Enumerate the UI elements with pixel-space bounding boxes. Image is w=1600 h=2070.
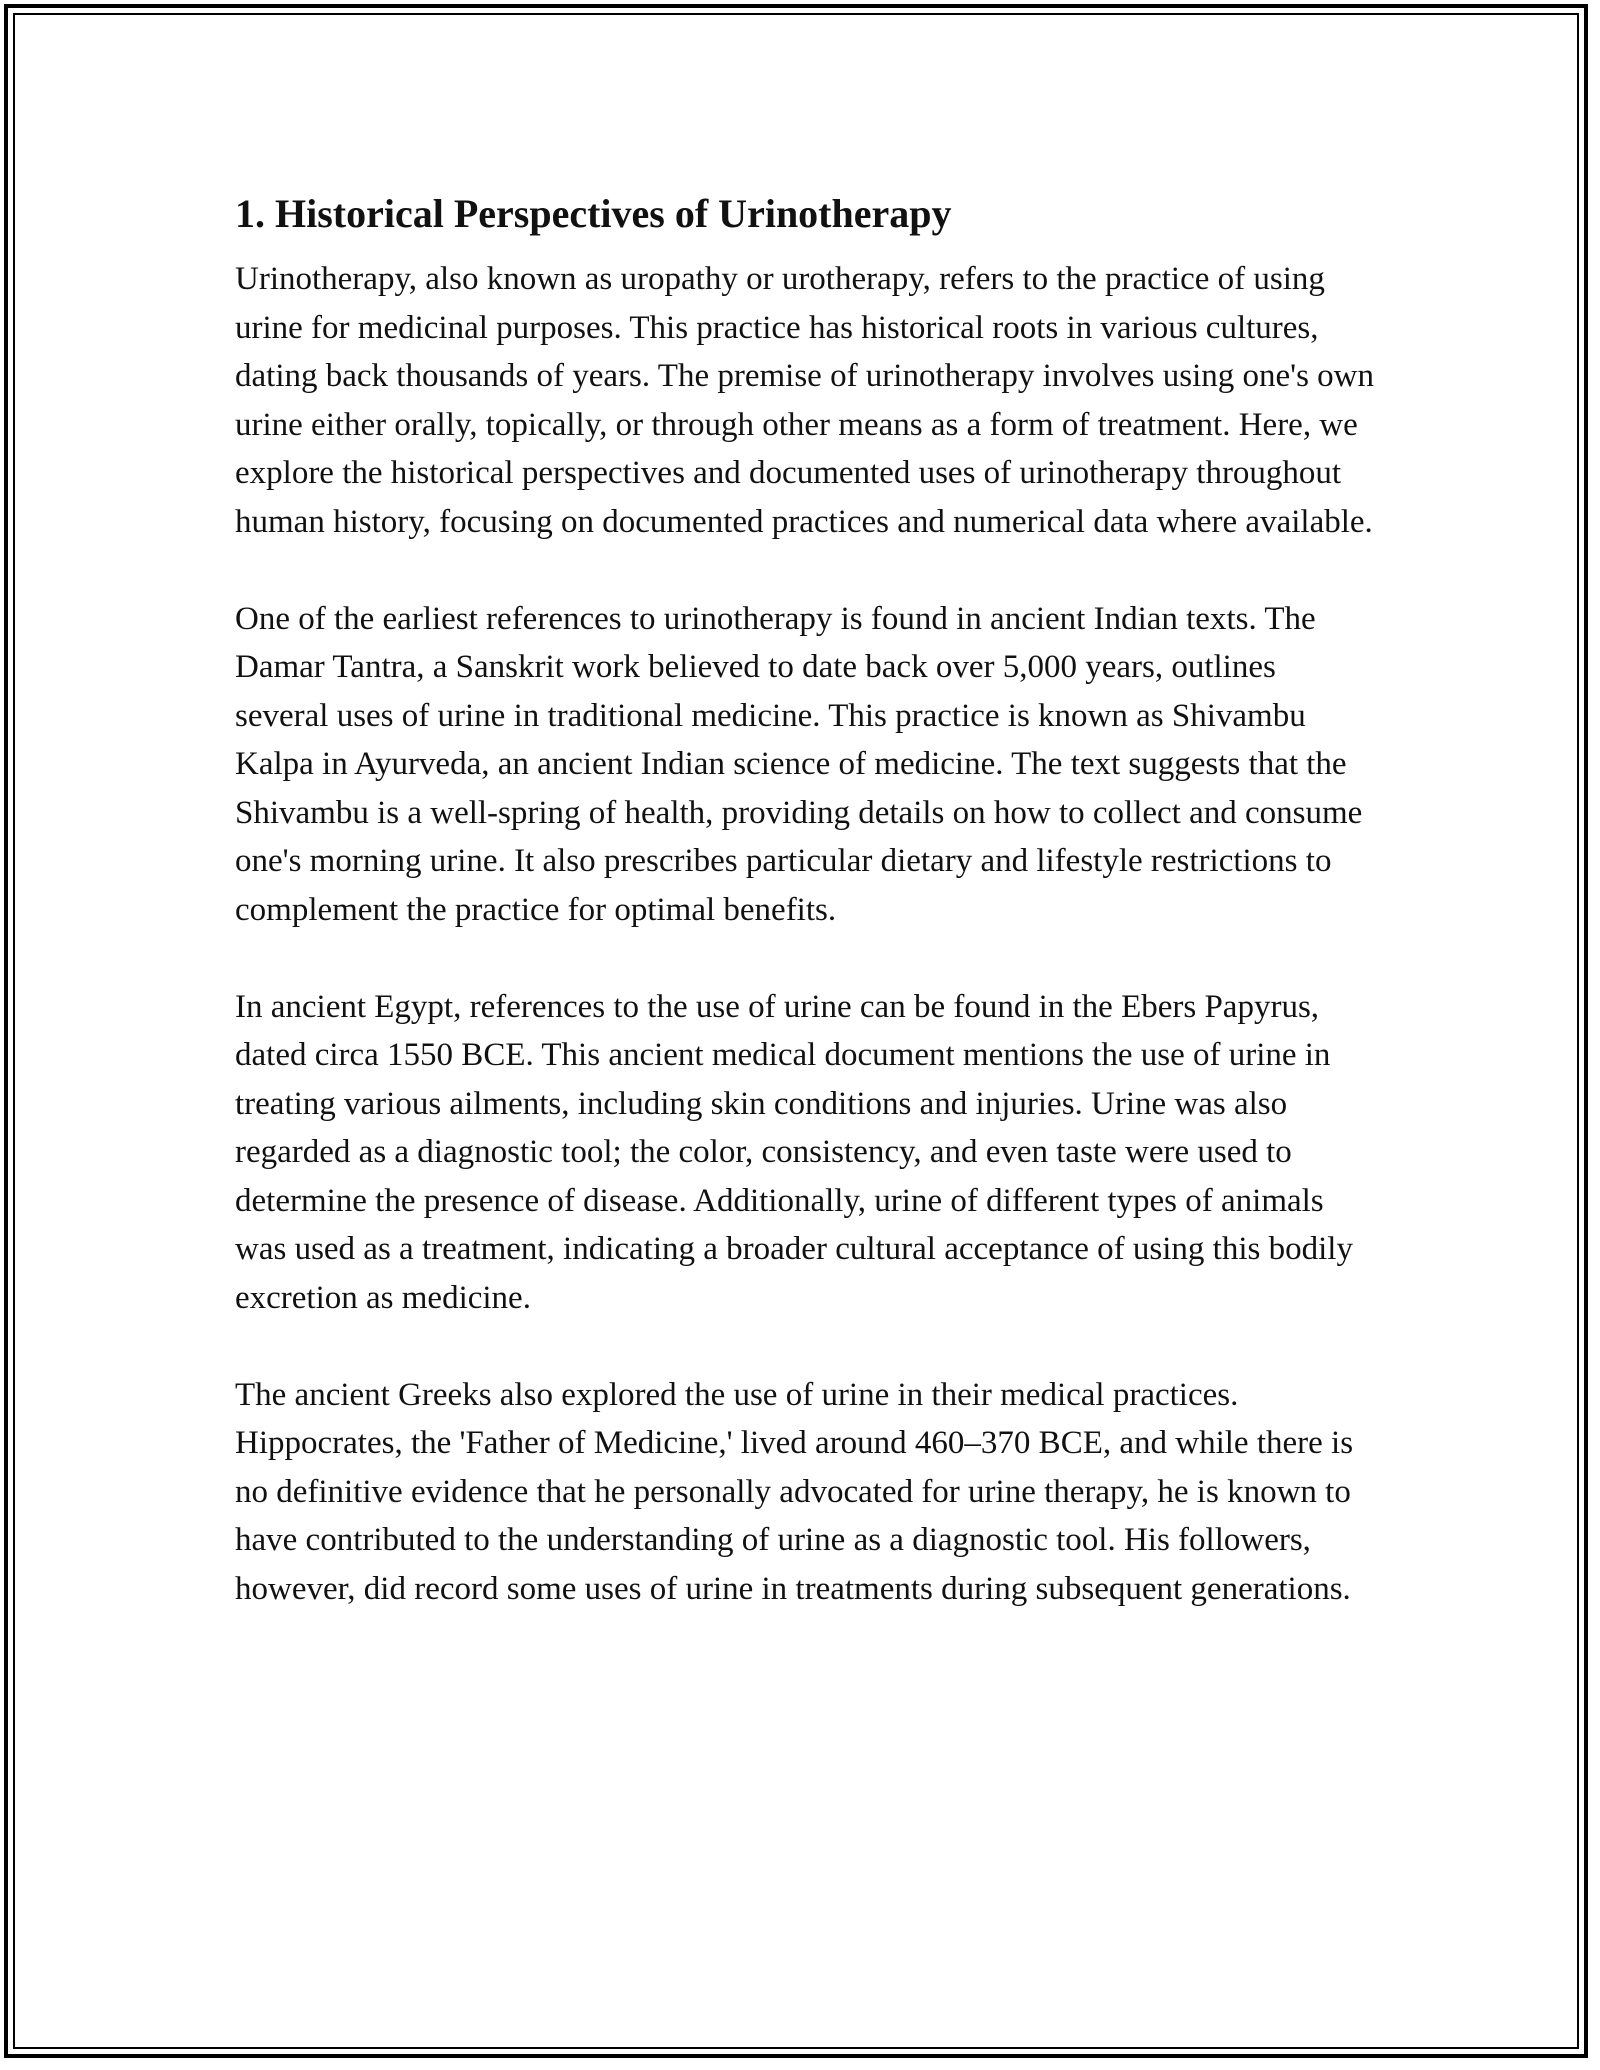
- document-body: [235, 183, 1375, 1662]
- paragraph-india: One of the earliest references to urinotherapy is found in ancient Indian texts. The Damar Tantra, a Sanskrit work believed to date back over 5,000 years, outlines several uses of urine in traditional medicine. This practice is known as Shivambu Kalpa in Ayurveda, an ancient Indian science of medicine. The text suggests that the Shivambu is a well-spring of health, providing details on how to collect and consume one's morning urine. It also prescribes particular dietary and lifestyle restrictions to complement the practice for optimal benefits.: [235, 600, 1363, 928]
- paragraph-greece: The ancient Greeks also explored the use of urine in their medical practices. Hippocrates, the 'Father of Medicine,' lived around 460–370 BCE, and while there is no definitive evidence that he personally advocated for urine therapy, he is known to have contributed to the understanding of urine as a diagnostic tool. His followers, however, did record some uses of urine in treatments during subsequent generations.: [235, 1376, 1354, 1607]
- paragraph-introduction: Urinotherapy, also known as uropathy or urotherapy, refers to the practice of using urine for medicinal purposes. This practice has historical roots in various cultures, dating back thousands of years. The premise of urinotherapy involves using one's own urine either orally, topically, or through other means as a form of treatment. Here, we explore the historical perspectives and documented uses of urinotherapy throughout human history, focusing on documented practices and numerical data where available.: [235, 261, 1375, 540]
- paragraph-egypt: In ancient Egypt, references to the use of urine can be found in the Ebers Papyrus, dated circa 1550 BCE. This ancient medical document mentions the use of urine in treating various ailments, including skin conditions and injuries. Urine was also regarded as a diagnostic tool; the color, consistency, and even taste were used to determine the presence of disease. Additionally, urine of different types of animals was used as a treatment, indicating a broader cultural acceptance of using this bodily excretion as medicine.: [235, 988, 1353, 1316]
- section-heading: 1. Historical Perspectives of Urinotherapy: [235, 191, 952, 236]
